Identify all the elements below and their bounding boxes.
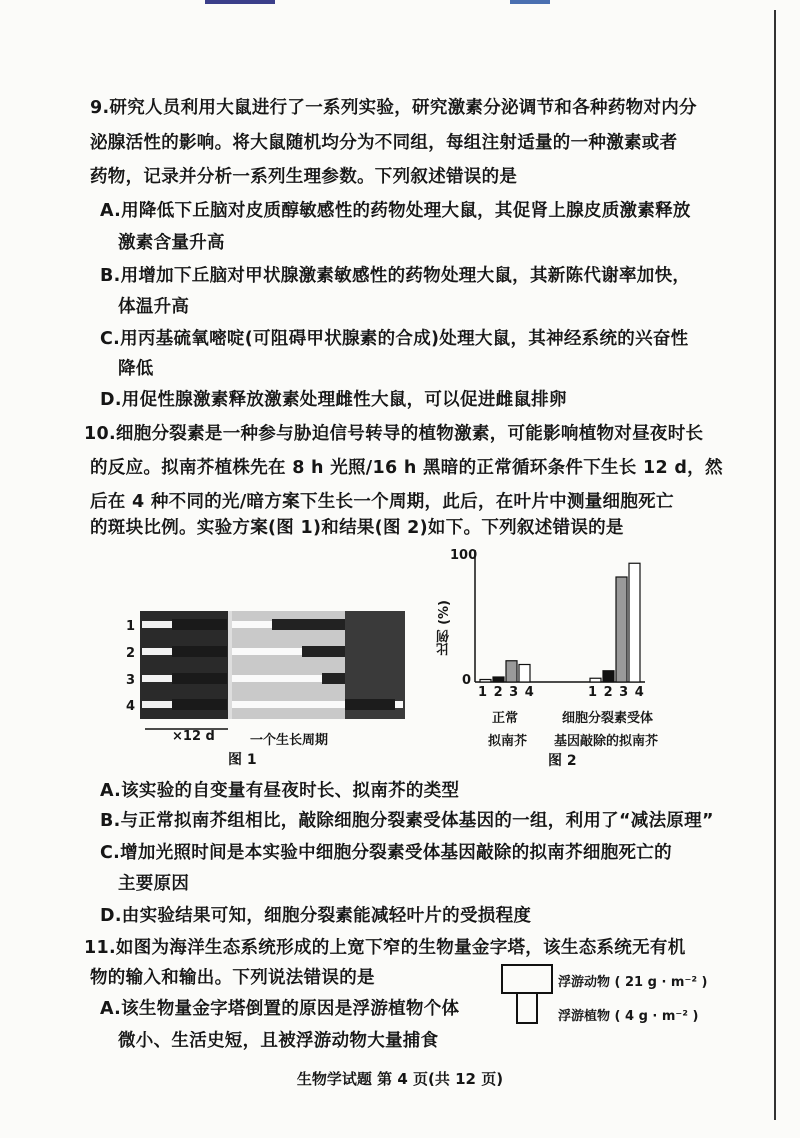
scan-artifact — [510, 0, 550, 4]
page-footer: 生物学试题 第 4 页(共 12 页) — [296, 1070, 504, 1088]
fig2-y-axis-label: 比例 (%) — [437, 600, 452, 656]
biomass-pyramid — [500, 963, 708, 1033]
fig2-bar-1-2 — [493, 677, 504, 682]
fig1-row-label: 1 — [126, 619, 136, 634]
q10-stem-line-1: 10.细胞分裂素是一种参与胁迫信号转导的植物激素，可能影响植物对昼夜时长 — [84, 424, 704, 444]
q10-option-c-line-1[interactable]: C.增加光照时间是本实验中细胞分裂素受体基因敲除的拟南芥细胞死亡的 — [100, 843, 672, 863]
fig2-bar-1-3 — [506, 661, 517, 682]
pyramid-bottom-block — [517, 993, 537, 1023]
q9-option-a-line-1[interactable]: A.用降低下丘脑对皮质醇敏感性的药物处理大鼠，其促肾上腺皮质激素释放 — [100, 201, 691, 221]
fig2-group2-ticks: 1 2 3 4 — [588, 685, 645, 700]
figure-2-bar-chart — [430, 545, 690, 775]
fig2-group2-label-line2: 基因敲除的拟南芥 — [554, 734, 659, 749]
fig1-row-label: 2 — [126, 646, 136, 661]
page-edge — [774, 10, 778, 1120]
q9-option-a-line-2[interactable]: 激素含量升高 — [118, 233, 225, 253]
q10-stem-line-3: 后在 4 种不同的光/暗方案下生长一个周期，此后，在叶片中测量细胞死亡 — [90, 492, 674, 512]
fig2-y-top-label: 100 — [450, 548, 478, 563]
q10-option-d[interactable]: D.由实验结果可知，细胞分裂素能减轻叶片的受损程度 — [100, 906, 532, 926]
q9-stem-line-1: 9.研究人员利用大鼠进行了一系列实验，研究激素分泌调节和各种药物对内分 — [90, 98, 697, 118]
fig1-cycle-label: 一个生长周期 — [250, 733, 329, 748]
q10-stem-line-4: 的斑块比例。实验方案(图 1)和结果(图 2)如下。下列叙述错误的是 — [90, 518, 624, 538]
fig2-group2-label-line1: 细胞分裂素受体 — [562, 711, 654, 726]
q10-option-b[interactable]: B.与正常拟南芥组相比，敲除细胞分裂素受体基因的一组，利用了“减法原理” — [100, 811, 714, 831]
fig2-group1-ticks: 1 2 3 4 — [478, 685, 535, 700]
pyramid-top-block — [502, 965, 552, 993]
figure-1-light-schedule — [120, 611, 420, 771]
fig2-bar-2-4 — [629, 563, 640, 682]
q9-option-c-line-2[interactable]: 降低 — [118, 359, 154, 379]
q9-option-b-line-2[interactable]: 体温升高 — [118, 297, 190, 317]
q11-stem-line-2: 物的输入和输出。下列说法错误的是 — [90, 968, 375, 988]
q9-option-c-line-1[interactable]: C.用丙基硫氧嘧啶(可阻碍甲状腺素的合成)处理大鼠，其神经系统的兴奋性 — [100, 329, 689, 349]
q9-stem-line-2: 泌腺活性的影响。将大鼠随机均分为不同组，每组注射适量的一种激素或者 — [90, 133, 678, 153]
q9-stem-line-3: 药物，记录并分析一系列生理参数。下列叙述错误的是 — [90, 167, 518, 187]
pyramid-top-label: 浮游动物 ( 21 g · m⁻² ) — [558, 975, 708, 990]
q10-option-c-line-2[interactable]: 主要原因 — [118, 874, 190, 894]
fig1-caption: 图 1 — [228, 752, 257, 768]
fig2-y-zero-label: 0 — [462, 673, 472, 688]
fig2-caption: 图 2 — [548, 753, 577, 769]
q10-stem-line-2: 的反应。拟南芥植株先在 8 h 光照/16 h 黑暗的正常循环条件下生长 12 d，然 — [90, 458, 723, 478]
fig2-bar-1-1 — [480, 680, 491, 683]
fig1-row-label: 4 — [126, 699, 136, 714]
q10-option-a[interactable]: A.该实验的自变量有昼夜时长、拟南芥的类型 — [100, 781, 460, 801]
q11-option-a-line-2[interactable]: 微小、生活史短，且被浮游动物大量捕食 — [118, 1031, 439, 1051]
fig2-bar-2-3 — [616, 577, 627, 682]
scan-artifact — [205, 0, 275, 4]
q9-option-d[interactable]: D.用促性腺激素释放激素处理雌性大鼠，可以促进雌鼠排卵 — [100, 390, 567, 410]
pyramid-diagram — [500, 963, 560, 1033]
q11-stem-line-1: 11.如图为海洋生态系统形成的上宽下窄的生物量金字塔，该生态系统无有机 — [84, 938, 686, 958]
fig2-bar-2-1 — [590, 678, 601, 682]
fig2-group1-label-line2: 拟南芥 — [488, 734, 528, 749]
q11-option-a-line-1[interactable]: A.该生物量金字塔倒置的原因是浮游植物个体 — [100, 999, 460, 1019]
fig1-12d-label: ×12 d — [172, 729, 215, 744]
q9-option-b-line-1[interactable]: B.用增加下丘脑对甲状腺激素敏感性的药物处理大鼠，其新陈代谢率加快， — [100, 266, 691, 286]
fig1-row-label: 3 — [126, 673, 136, 688]
fig2-bar-1-4 — [519, 665, 530, 683]
fig2-group1-label-line1: 正常 — [492, 711, 519, 726]
pyramid-bottom-label: 浮游植物 ( 4 g · m⁻² ) — [558, 1009, 699, 1024]
fig2-bar-2-2 — [603, 671, 614, 682]
